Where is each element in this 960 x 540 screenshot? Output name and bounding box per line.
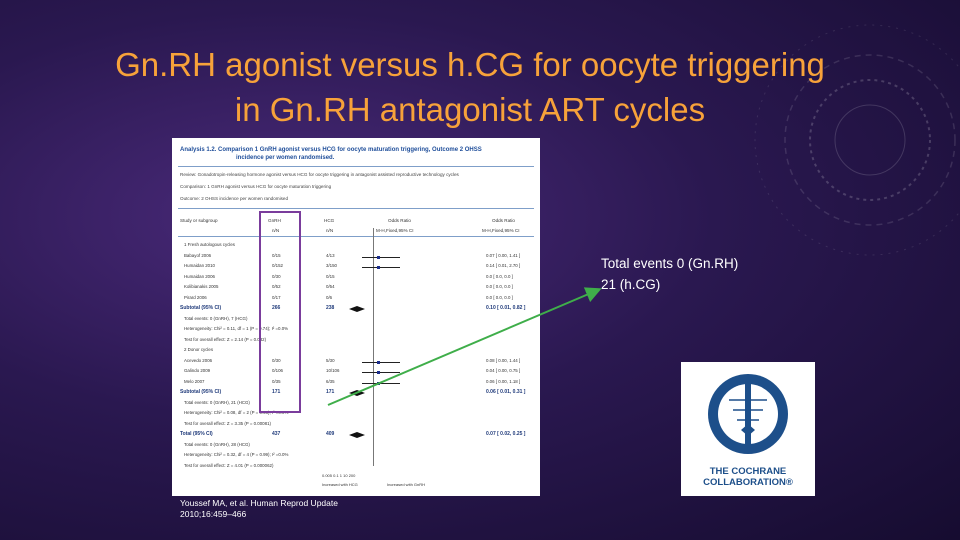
row-gnrh: 266 [272, 305, 281, 311]
citation-line-1: Youssef MA, et al. Human Reprod Update [180, 498, 338, 508]
row-study: Test for overall effect: Z = 2.14 (P = 0.032) [184, 336, 267, 342]
row-odds-ratio: 0.06 [ 0.01, 0.31 ] [486, 389, 526, 395]
row-hcg: 0/54 [326, 284, 335, 289]
row-gnrh: 0/30 [272, 273, 281, 279]
logo-line-2: COLLABORATION® [703, 477, 793, 488]
callout-text [601, 253, 738, 295]
figure-comparison: Comparison: 1 GnRH agonist versus HCG for oocyte maturation triggering [180, 184, 332, 189]
row-odds-ratio: 0.0 [ 0.0, 0.0 ] [486, 294, 513, 300]
row-study: Heterogeneity: Chi² = 0.32, df = 4 (P = 0.99); I² =0.0% [184, 452, 289, 457]
title-line-2: in Gn.RH antagonist ART cycles [234, 91, 706, 128]
row-study: Humaidan 2006 [184, 273, 216, 279]
row-hcg: 238 [326, 305, 335, 311]
row-gnrh: 171 [272, 389, 281, 395]
citation [180, 498, 338, 520]
col-odds-ratio-sub: M-H,Fixed,95% CI [376, 228, 414, 233]
row-study: Babayof 2006 [184, 252, 212, 258]
row-odds-ratio: 0.06 [ 0.00, 1.18 ] [486, 378, 521, 384]
row-odds-ratio: 0.07 [ 0.02, 0.25 ] [486, 431, 526, 437]
row-study: 1 Fresh autologous cycles [184, 242, 236, 247]
row-study: 2 Donor cycles [184, 347, 214, 352]
col-hcg-sub: n/N [326, 228, 334, 233]
callout-line-1: Total events 0 (Gn.RH) [601, 256, 739, 271]
row-gnrh: 0/152 [272, 263, 283, 268]
citation-line-2: 2010;16:459–466 [180, 509, 247, 519]
figure-heading-line-1: Analysis 1.2. Comparison 1 GnRH agonist versus HCG for oocyte maturation triggering, Outcome 2 OHSS [180, 147, 482, 153]
row-hcg: 3/150 [326, 263, 337, 268]
row-study: Subtotal (95% CI) [180, 305, 222, 311]
title-line-1: Gn.RH agonist versus h.CG for oocyte triggering [115, 46, 825, 83]
row-study: Pirard 2006 [184, 294, 207, 300]
row-study: Melo 2007 [184, 378, 205, 384]
row-study: Acevedo 2006 [184, 357, 213, 363]
row-odds-ratio: 0.04 [ 0.00, 0.75 ] [486, 368, 521, 373]
row-odds-ratio: 0.08 [ 0.00, 1.44 ] [486, 357, 521, 363]
row-study: Total events: 0 (GnRH), 21 (HCG) [184, 399, 250, 405]
row-study: Subtotal (95% CI) [180, 389, 222, 395]
logo-line-1: THE COCHRANE [709, 466, 787, 477]
col-gnrh-sub: n/N [272, 228, 280, 233]
row-odds-ratio: 0.0 [ 0.0, 0.0 ] [486, 284, 513, 289]
col-study: Study or subgroup [180, 218, 218, 223]
row-gnrh: 0/17 [272, 294, 281, 300]
col-odds-ratio: Odds Ratio [388, 218, 411, 223]
col-odds-ratio-2-sub: M-H,Fixed,95% CI [482, 228, 520, 233]
row-gnrh: 0/30 [272, 357, 281, 363]
row-gnrh: 0/106 [272, 368, 283, 373]
row-study: Heterogeneity: Chi² = 0.11, df = 1 (P = 0.74); I² =0.0% [184, 326, 289, 331]
row-study: Kolibianakis 2005 [184, 284, 219, 289]
row-study: Heterogeneity: Chi² = 0.08, df = 2 (P = 0.96); I² =0.0% [184, 410, 289, 415]
favours-right: Increased with GnRH [387, 482, 426, 487]
row-study: Galindo 2009 [184, 368, 211, 373]
col-hcg: HCG [324, 218, 335, 223]
row-gnrh: 0/52 [272, 284, 281, 289]
row-odds-ratio: 0.14 [ 0.01, 2.70 ] [486, 263, 521, 268]
row-gnrh: 0/35 [272, 378, 281, 384]
figure-heading-line-2: incidence per women randomised. [236, 155, 335, 161]
row-hcg: 171 [326, 389, 335, 395]
col-gnrh: GnRH [268, 218, 281, 223]
figure-review: Review: Gonadotropin-releasing hormone agonist versus HCG for oocyte triggering in antagonist assisted reproductive technology cycles [180, 172, 459, 177]
row-study: Total events: 0 (GnRH), 28 (HCG) [184, 441, 250, 447]
cochrane-logo [681, 362, 815, 496]
row-odds-ratio: 0.10 [ 0.01, 0.82 ] [486, 305, 526, 311]
axis-ticks: 0.005 0.1 1 10 200 [322, 473, 356, 478]
col-odds-ratio-2: Odds Ratio [492, 218, 515, 223]
logo-text [681, 466, 815, 488]
row-hcg: 0/6 [326, 294, 333, 300]
row-gnrh: 0/15 [272, 252, 281, 258]
row-study: Total (95% CI) [180, 431, 213, 437]
row-hcg: 10/106 [326, 368, 340, 373]
row-hcg: 4/13 [326, 252, 335, 258]
row-hcg: 6/35 [326, 378, 335, 384]
row-hcg: 409 [326, 431, 335, 437]
figure-outcome: Outcome: 2 OHSS incidence per women randomised [180, 196, 289, 201]
row-study: Test for overall effect: Z = 3.35 (P = 0.00081) [184, 420, 271, 426]
row-study: Test for overall effect: Z = 4.01 (P = 0.000062) [184, 462, 274, 468]
row-odds-ratio: 0.0 [ 0.0, 0.0 ] [486, 273, 513, 279]
row-odds-ratio: 0.07 [ 0.00, 1.41 ] [486, 252, 521, 258]
row-hcg: 0/15 [326, 273, 335, 279]
favours-left: Increased with HCG [322, 482, 358, 487]
row-study: Total events: 0 (GnRH), 7 (HCG) [184, 315, 248, 321]
cochrane-emblem-icon [681, 362, 815, 466]
row-hcg: 5/30 [326, 357, 335, 363]
row-study: Humaidan 2010 [184, 263, 216, 268]
callout-line-2: 21 (h.CG) [601, 277, 661, 292]
row-gnrh: 437 [272, 431, 281, 437]
